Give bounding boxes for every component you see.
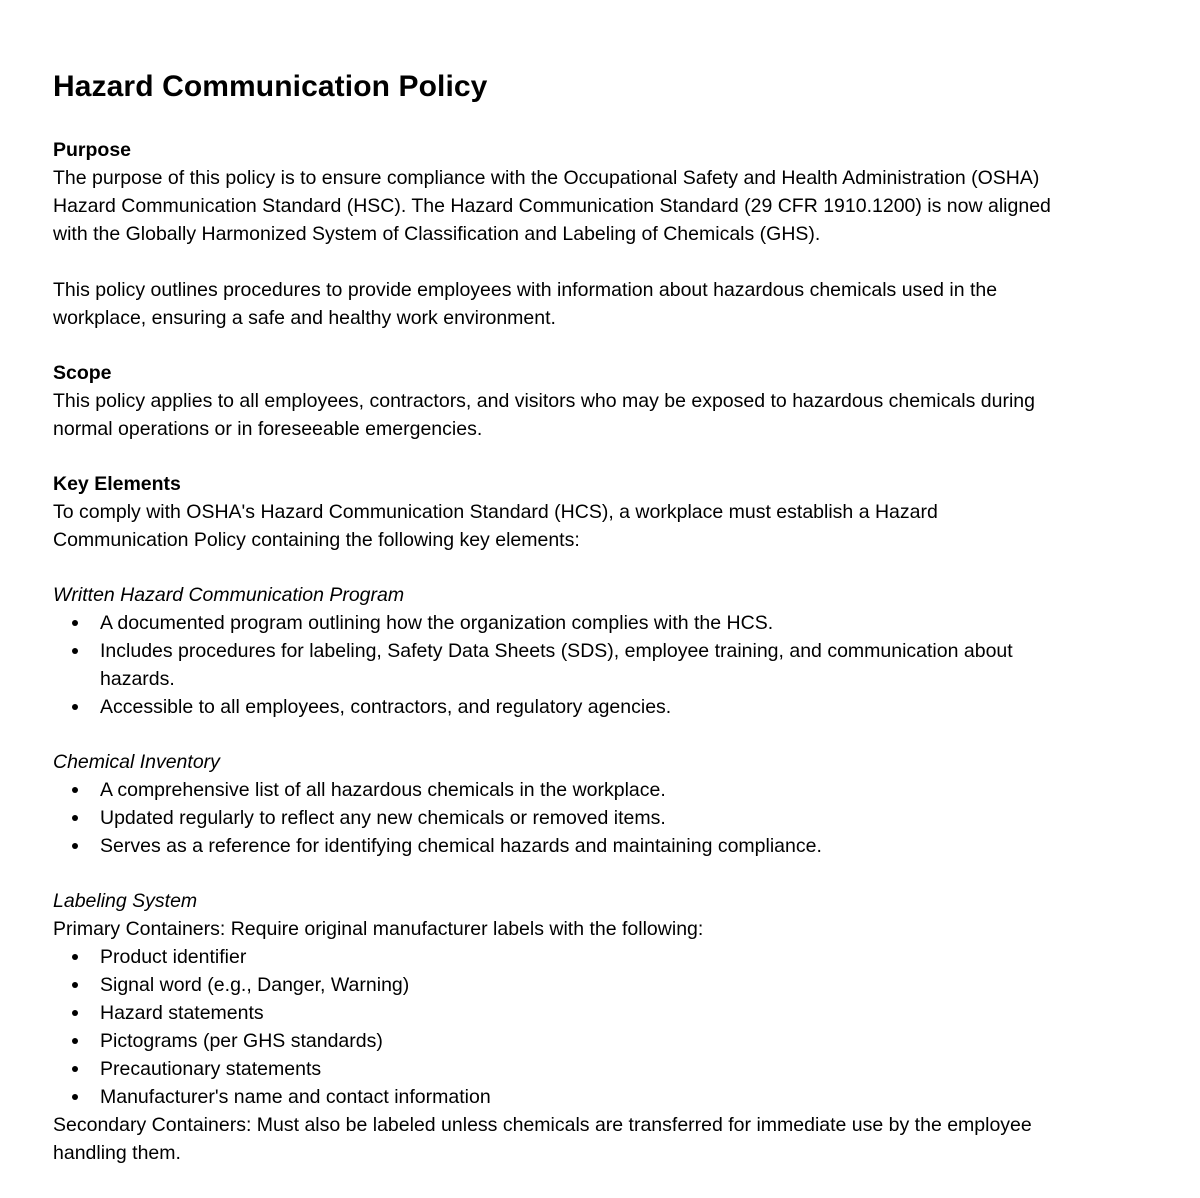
list-item-label: A comprehensive list of all hazardous chemicals in the workplace.: [100, 779, 666, 801]
section-key-elements: [53, 470, 1060, 554]
paragraph-key-elements-1: To comply with OSHA's Hazard Communication Standard (HCS), a workplace must establish a Hazard Communication Policy containing the following key elements:: [53, 501, 938, 551]
bullet-icon: [72, 954, 78, 960]
section-spacer: [53, 554, 1060, 581]
paragraph-primary-containers: Primary Containers: Require original manufacturer labels with the following:: [53, 918, 704, 940]
bullet-list-chemical-inventory: [53, 776, 1060, 860]
section-spacer: [53, 332, 1060, 359]
list-item: [53, 832, 1060, 860]
page-title: Hazard Communication Policy: [53, 70, 488, 103]
bullet-icon: [72, 704, 78, 710]
bullet-icon: [72, 787, 78, 793]
paragraph-purpose-1: The purpose of this policy is to ensure compliance with the Occupational Safety and Health Administration (OSHA) Hazard Communication Standard (HSC). The Hazard Communication Standard (29 CFR 1910.1200) is now aligned with the Globally Harmonized System of Classification and Labeling of Chemicals (GHS).: [53, 167, 1051, 245]
bullet-icon: [72, 648, 78, 654]
section-spacer: [53, 860, 1060, 887]
list-item: [53, 1027, 1060, 1055]
list-item: [53, 1055, 1060, 1083]
bullet-icon: [72, 815, 78, 821]
list-item: [53, 943, 1060, 971]
list-item-label: Signal word (e.g., Danger, Warning): [100, 974, 410, 996]
bullet-list-written-program: [53, 609, 1060, 721]
list-item-label: A documented program outlining how the organization complies with the HCS.: [100, 612, 774, 634]
list-item: [53, 999, 1060, 1027]
section-heading-scope: Scope: [53, 362, 112, 384]
paragraph-purpose-2: This policy outlines procedures to provide employees with information about hazardous chemicals used in the workplace, ensuring a safe and healthy work environment.: [53, 279, 998, 329]
list-item-label: Pictograms (per GHS standards): [100, 1030, 383, 1052]
list-item-label: Manufacturer's name and contact information: [100, 1086, 491, 1108]
bullet-icon: [72, 1038, 78, 1044]
subheading-chemical-inventory: Chemical Inventory: [53, 751, 220, 773]
subheading-labeling-system: Labeling System: [53, 890, 198, 912]
bullet-icon: [72, 982, 78, 988]
section-spacer: [53, 443, 1060, 470]
section-purpose: [53, 136, 1060, 332]
bullet-icon: [72, 1094, 78, 1100]
section-heading-key-elements: Key Elements: [53, 473, 181, 495]
bullet-icon: [72, 1010, 78, 1016]
list-item: [53, 609, 1060, 637]
list-item: [53, 637, 1060, 693]
list-item-label: Precautionary statements: [100, 1058, 322, 1080]
subsection-chemical-inventory: [53, 748, 1060, 860]
bullet-icon: [72, 620, 78, 626]
list-item-label: Includes procedures for labeling, Safety Data Sheets (SDS), employee training, and communication about hazards.: [100, 640, 1013, 690]
subsection-written-program: [53, 581, 1060, 721]
list-item-label: Accessible to all employees, contractors, and regulatory agencies.: [100, 696, 672, 718]
paragraph-secondary-containers: Secondary Containers: Must also be labeled unless chemicals are transferred for immediate use by the employee handling them.: [53, 1114, 1032, 1164]
list-item: [53, 804, 1060, 832]
list-item: [53, 1083, 1060, 1111]
bullet-icon: [72, 1066, 78, 1072]
paragraph-spacer: [53, 248, 1060, 276]
list-item: [53, 693, 1060, 721]
list-item-label: Serves as a reference for identifying chemical hazards and maintaining compliance.: [100, 835, 822, 857]
subsection-labeling-system: [53, 887, 1060, 1167]
list-item-label: Updated regularly to reflect any new chemicals or removed items.: [100, 807, 666, 829]
bullet-list-labeling-system: [53, 943, 1060, 1111]
bullet-icon: [72, 843, 78, 849]
section-scope: [53, 359, 1060, 443]
section-heading-purpose: Purpose: [53, 139, 132, 161]
list-item-label: Product identifier: [100, 946, 247, 968]
list-item-label: Hazard statements: [100, 1002, 264, 1024]
paragraph-scope-1: This policy applies to all employees, contractors, and visitors who may be exposed to hazardous chemicals during normal operations or in foreseeable emergencies.: [53, 390, 1035, 440]
list-item: [53, 971, 1060, 999]
subheading-written-program: Written Hazard Communication Program: [53, 584, 405, 606]
list-item: [53, 776, 1060, 804]
section-spacer: [53, 721, 1060, 748]
